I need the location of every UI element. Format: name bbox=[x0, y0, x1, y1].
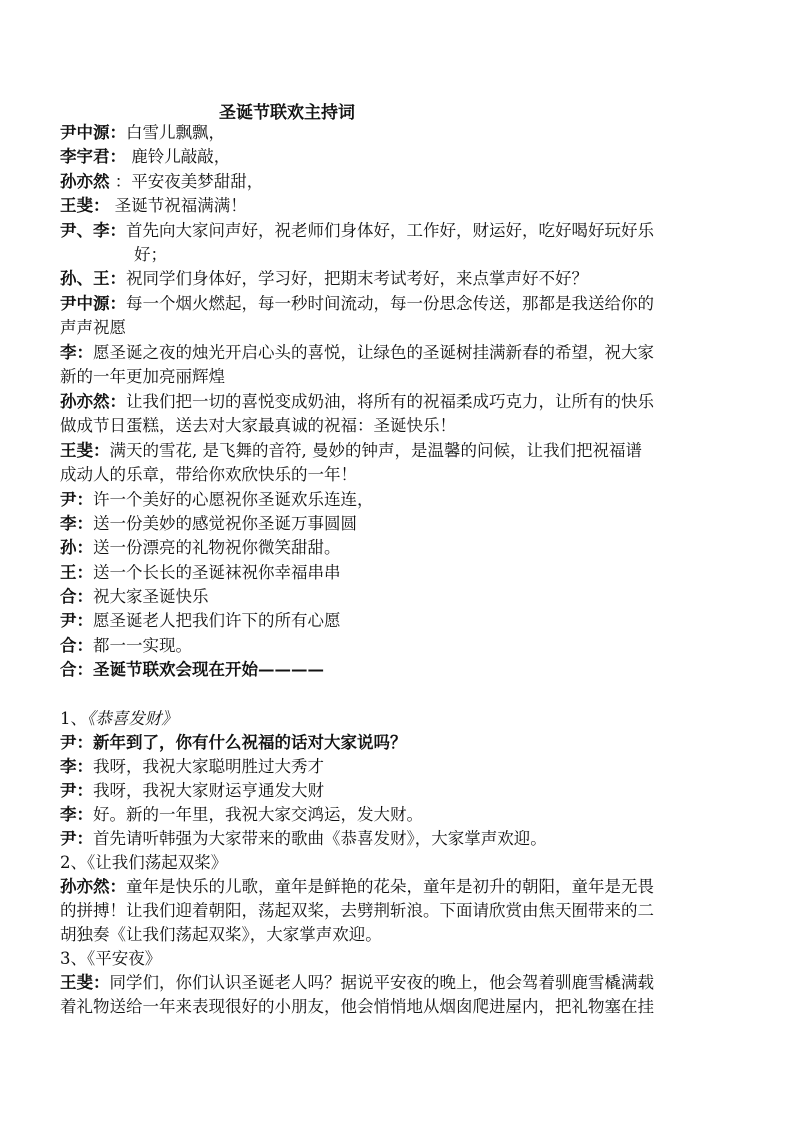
line-text: 让我们把一切的喜悦变成奶油，将所有的祝福柔成巧克力，让所有的快乐 bbox=[126, 392, 654, 411]
line-text: 首先向大家问声好，祝老师们身体好，工作好，财运好，吃好喝好玩好乐 bbox=[126, 221, 654, 240]
script-line bbox=[60, 828, 750, 850]
speaker-label: 尹： bbox=[60, 829, 93, 848]
speaker-label: 尹： bbox=[60, 490, 93, 509]
script-line-continuation bbox=[60, 924, 750, 946]
document-title: 圣诞节联欢主持词 bbox=[219, 103, 355, 123]
script-line bbox=[60, 635, 750, 657]
line-text: ：平安夜美梦甜甜， bbox=[109, 172, 264, 191]
script-line bbox=[60, 972, 750, 994]
script-line-continuation bbox=[60, 996, 750, 1018]
script-line bbox=[60, 756, 750, 778]
line-text: 同学们，你们认识圣诞老人吗？据说平安夜的晚上，他会驾着驯鹿雪橇满载 bbox=[109, 973, 654, 992]
section-title: 3、《平安夜》 bbox=[60, 949, 162, 968]
script-line bbox=[60, 342, 750, 364]
script-line bbox=[60, 610, 750, 632]
speaker-label: 孙、王： bbox=[60, 269, 126, 288]
script-line bbox=[60, 513, 750, 535]
script-line bbox=[60, 195, 750, 217]
script-line bbox=[60, 391, 750, 413]
script-line-continuation bbox=[60, 415, 750, 437]
line-text: 的拼搏！让我们迎着朝阳，荡起双桨，去劈荆斩浪。下面请欣赏由焦天囿带来的二 bbox=[60, 901, 654, 920]
line-text: 鹿铃儿敲敲， bbox=[126, 147, 231, 166]
script-line bbox=[60, 586, 750, 608]
speaker-label: 尹、李： bbox=[60, 221, 126, 240]
line-text: 送一份美妙的感觉祝你圣诞万事圆圆 bbox=[93, 514, 357, 533]
line-text: 圣诞节联欢会现在开始———— bbox=[93, 660, 324, 679]
line-text: 我呀，我祝大家聪明胜过大秀才 bbox=[93, 757, 324, 776]
line-text: 满天的雪花, 是飞舞的音符, 曼妙的钟声，是温馨的问候，让我们把祝福谱 bbox=[109, 441, 642, 460]
line-text: 送一份漂亮的礼物祝你微笑甜甜。 bbox=[93, 538, 341, 557]
speaker-label: 尹中源： bbox=[60, 294, 126, 313]
line-text: 童年是快乐的儿歌，童年是鲜艳的花朵，童年是初升的朝阳，童年是无畏 bbox=[126, 877, 654, 896]
line-text: 每一个烟火燃起，每一秒时间流动，每一份思念传送，那都是我送给你的 bbox=[126, 294, 654, 313]
line-text: 送一个长长的圣诞袜祝你幸福串串 bbox=[93, 563, 341, 582]
speaker-label: 李： bbox=[60, 514, 93, 533]
section-number: 1、 bbox=[60, 709, 87, 728]
speaker-label: 尹中源： bbox=[60, 123, 126, 142]
script-line-bold bbox=[60, 659, 750, 681]
line-text: 着礼物送给一年来表现很好的小朋友，他会悄悄地从烟囱爬进屋内，把礼物塞在挂 bbox=[60, 997, 654, 1016]
script-line-continuation bbox=[60, 366, 750, 388]
speaker-label: 孙亦然 bbox=[60, 172, 110, 191]
line-text: 做成节日蛋糕，送去对大家最真诚的祝福：圣诞快乐！ bbox=[60, 416, 456, 435]
script-line bbox=[60, 171, 750, 193]
line-text: 胡独奏《让我们荡起双桨》，大家掌声欢迎。 bbox=[60, 925, 382, 944]
speaker-label: 王： bbox=[60, 563, 93, 582]
section-heading bbox=[60, 708, 750, 730]
speaker-label: 尹： bbox=[60, 781, 93, 800]
line-text: 声声祝愿 bbox=[60, 318, 126, 337]
speaker-label: 李宇君： bbox=[60, 147, 126, 166]
section-heading bbox=[60, 948, 750, 970]
line-text: 祝大家圣诞快乐 bbox=[93, 587, 209, 606]
script-line bbox=[60, 220, 750, 242]
line-text: 好； bbox=[134, 245, 167, 264]
speaker-label: 李： bbox=[60, 805, 93, 824]
section-heading bbox=[60, 852, 750, 874]
line-text: 首先请听韩强为大家带来的歌曲《恭喜发财》，大家掌声欢迎。 bbox=[93, 829, 547, 848]
script-line-continuation bbox=[60, 900, 750, 922]
script-line-continuation bbox=[60, 244, 750, 266]
script-line bbox=[60, 876, 750, 898]
speaker-label: 王斐： bbox=[60, 196, 110, 215]
section-title: 《恭喜发财》 bbox=[87, 709, 178, 728]
speaker-label: 李： bbox=[60, 343, 93, 362]
line-text: 愿圣诞之夜的烛光开启心头的喜悦，让绿色的圣诞树挂满新春的希望，祝大家 bbox=[93, 343, 654, 362]
script-line-bold bbox=[60, 732, 750, 754]
script-line bbox=[60, 146, 750, 168]
script-line bbox=[60, 122, 750, 144]
script-line bbox=[60, 537, 750, 559]
speaker-label: 尹： bbox=[60, 733, 93, 752]
script-line bbox=[60, 804, 750, 826]
section-title: 2、《让我们荡起双桨》 bbox=[60, 853, 228, 872]
line-text: 祝同学们身体好，学习好，把期末考试考好，来点掌声好不好？ bbox=[126, 269, 588, 288]
script-line bbox=[60, 268, 750, 290]
line-text: 愿圣诞老人把我们许下的所有心愿 bbox=[93, 611, 341, 630]
speaker-label: 孙： bbox=[60, 538, 93, 557]
script-line bbox=[60, 780, 750, 802]
script-line bbox=[60, 293, 750, 315]
script-line-continuation bbox=[60, 464, 750, 486]
line-text: 圣诞节祝福满满！ bbox=[109, 196, 247, 215]
script-line bbox=[60, 489, 750, 511]
line-text: 新的一年更加亮丽辉煌 bbox=[60, 367, 225, 386]
line-text: 白雪儿飘飘， bbox=[126, 123, 225, 142]
line-text: 我呀，我祝大家财运亨通发大财 bbox=[93, 781, 324, 800]
speaker-label: 孙亦然： bbox=[60, 877, 126, 896]
speaker-label: 尹： bbox=[60, 611, 93, 630]
line-text: 好。新的一年里，我祝大家交鸿运，发大财。 bbox=[93, 805, 423, 824]
line-text: 都一一实现。 bbox=[93, 636, 192, 655]
line-text: 新年到了，你有什么祝福的话对大家说吗？ bbox=[93, 733, 407, 752]
speaker-label: 王斐： bbox=[60, 441, 110, 460]
script-line bbox=[60, 562, 750, 584]
speaker-label: 合： bbox=[60, 587, 93, 606]
line-text: 许一个美好的心愿祝你圣诞欢乐连连， bbox=[93, 490, 374, 509]
speaker-label: 孙亦然： bbox=[60, 392, 126, 411]
speaker-label: 合： bbox=[60, 660, 93, 679]
speaker-label: 李： bbox=[60, 757, 93, 776]
script-line-continuation bbox=[60, 317, 750, 339]
script-line bbox=[60, 440, 750, 462]
line-text: 成动人的乐章，带给你欢欣快乐的一年！ bbox=[60, 465, 357, 484]
speaker-label: 合： bbox=[60, 636, 93, 655]
speaker-label: 王斐： bbox=[60, 973, 110, 992]
